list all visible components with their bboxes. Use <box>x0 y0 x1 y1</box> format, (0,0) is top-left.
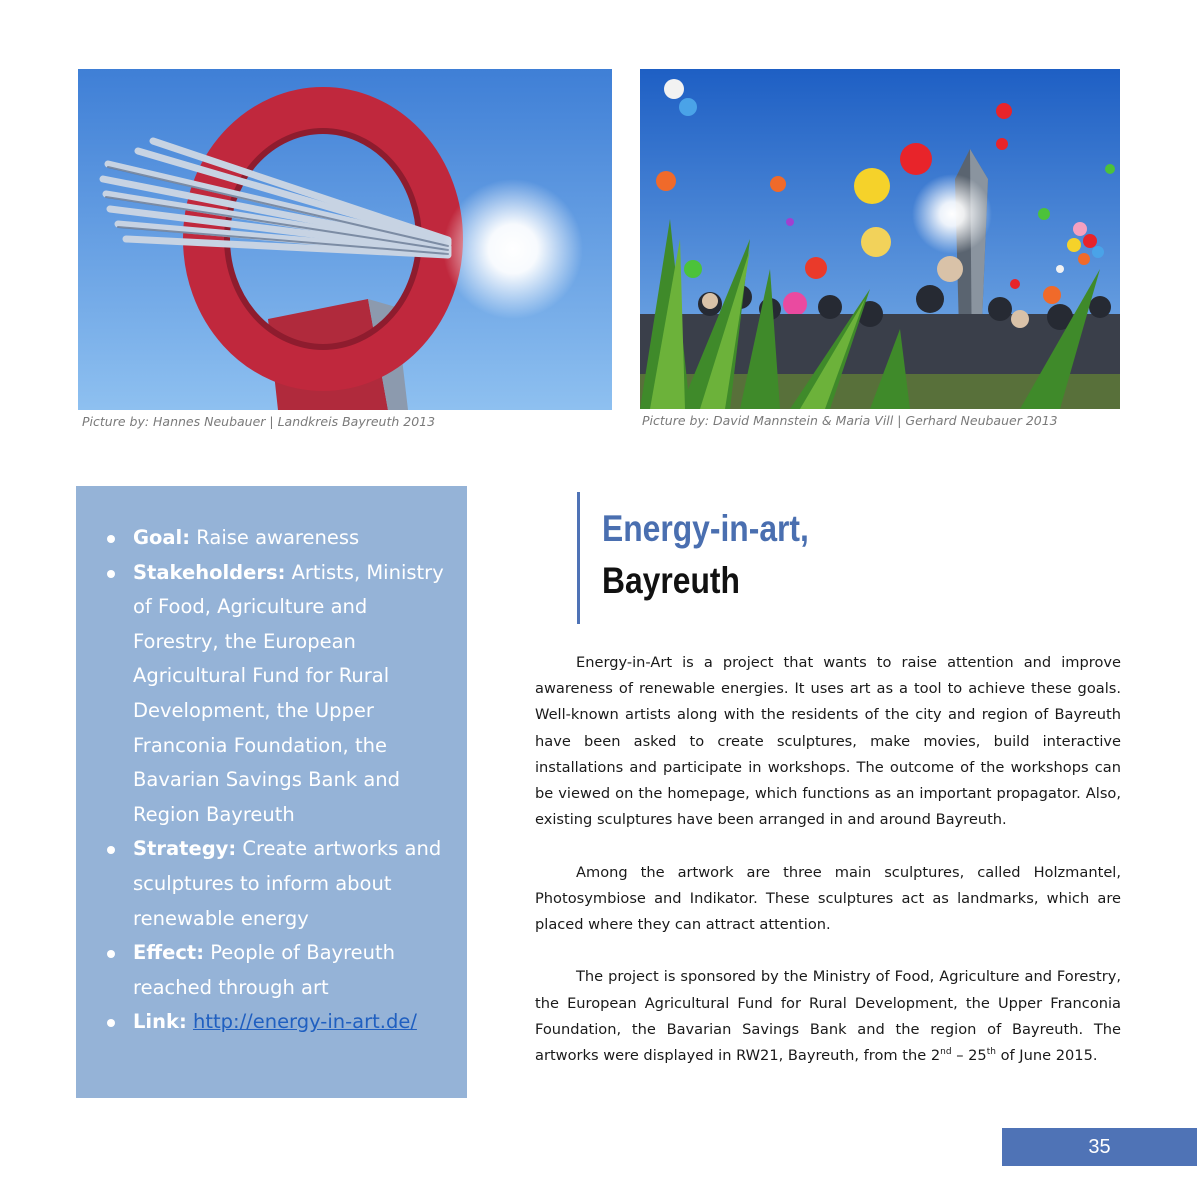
page-number: 35 <box>1002 1128 1197 1166</box>
bullet-icon <box>107 846 115 854</box>
summary-item-strategy <box>104 832 447 936</box>
body-text-segment: The project is sponsored by the Ministry of Food, Agriculture and Forestry, the European Agricultural Fund for Rural Development, the Upper Franconia Foundation, the Bavarian Savings Bank and the region of Bayreuth. The artworks were displayed in RW21, Bayreuth, from the 2 <box>535 968 1121 1065</box>
summary-value: People of Bayreuth reached through art <box>133 941 396 999</box>
bullet-icon <box>107 1019 115 1027</box>
project-summary-box <box>76 486 467 1098</box>
summary-key: Effect: <box>133 941 205 965</box>
body-text-segment: of June 2015. <box>995 1047 1098 1065</box>
photo-caption-right: Picture by: David Mannstein & Maria Vill | Gerhard Neubauer 2013 <box>642 413 1058 428</box>
ordinal-suffix: th <box>986 1047 996 1058</box>
photo-balloon-release <box>640 69 1120 409</box>
summary-item-stakeholders <box>104 556 447 833</box>
page-title: Energy-in-art, <box>602 508 809 549</box>
photo-ring-sculpture <box>78 69 612 410</box>
article-body <box>535 650 1121 1095</box>
project-website-link[interactable]: http://energy-in-art.de/ <box>192 1010 417 1034</box>
summary-key: Link: <box>133 1010 187 1034</box>
body-paragraph: Among the artwork are three main sculptures, called Holzmantel, Photosymbiose and Indikator. These sculptures act as landmarks, which are placed where they can attract attention. <box>535 863 1121 934</box>
page-subtitle-location: Bayreuth <box>602 560 740 601</box>
summary-key: Goal: <box>133 526 191 549</box>
body-paragraph: Energy-in-Art is a project that wants to raise attention and improve awareness of renewable energies. It uses art as a tool to achieve these goals. Well-known artists along with the residents of the city and region of Bayreuth have been asked to create sculptures, make movies, build interactive installations and participate in workshops. The outcome of the workshops can be viewed on the homepage, which functions as an important propagator. Also, existing sculptures have been arranged in and around Bayreuth. <box>535 654 1121 829</box>
bullet-icon <box>107 950 115 958</box>
body-paragraph <box>535 964 1121 1069</box>
bullet-icon <box>107 570 115 578</box>
summary-item-link <box>104 1005 447 1040</box>
photo-caption-left: Picture by: Hannes Neubauer | Landkreis Bayreuth 2013 <box>82 414 436 429</box>
summary-value: Artists, Ministry of Food, Agriculture and Forestry, the European Agricultural Fund for Rural Development, the Upper Franconia Foundation, the Bavarian Savings Bank and Region Bayreuth <box>133 560 444 826</box>
summary-list <box>104 521 447 1040</box>
summary-key: Stakeholders: <box>133 560 286 584</box>
summary-item-effect <box>104 936 447 1005</box>
ordinal-suffix: nd <box>940 1047 952 1058</box>
title-accent-bar <box>577 492 580 624</box>
summary-item-goal <box>104 521 447 556</box>
summary-key: Strategy: <box>133 837 237 861</box>
summary-value: Raise awareness <box>190 526 360 549</box>
summary-value: Create artworks and sculptures to inform about renewable energy <box>133 837 442 930</box>
body-text-segment: – 25 <box>951 1047 987 1065</box>
bullet-icon <box>107 535 115 543</box>
